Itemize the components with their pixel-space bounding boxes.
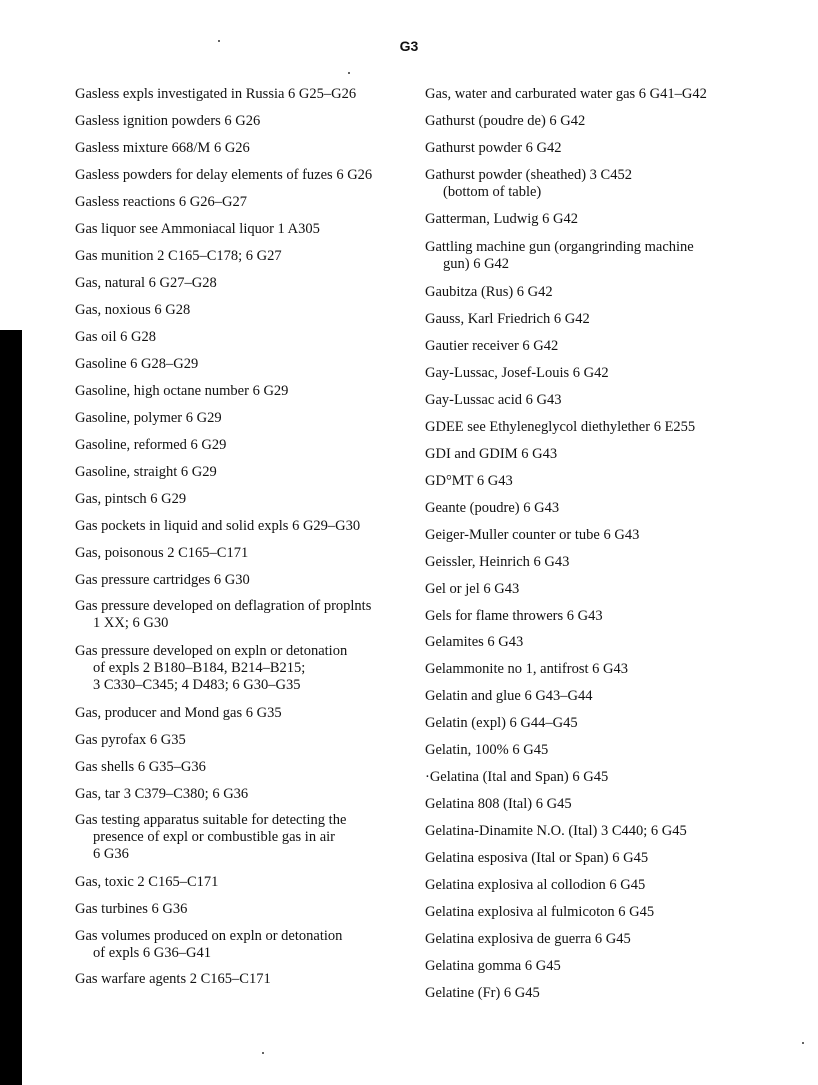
index-entry xyxy=(75,491,186,508)
index-entry xyxy=(75,383,288,400)
index-entry-line: Gas oil 6 G28 xyxy=(75,329,156,345)
index-entry xyxy=(425,958,561,975)
index-entry-line: Gasoline, reformed 6 G29 xyxy=(75,437,227,453)
index-entry xyxy=(75,437,226,454)
index-entry xyxy=(75,329,156,346)
index-entry-continuation: 6 G36 xyxy=(93,846,129,862)
index-entry-line: Gasless expls investigated in Russia 6 G25–G26 xyxy=(75,86,357,102)
index-entry xyxy=(75,221,320,238)
index-entry-line: Gelatina-Dinamite N.O. (Ital) 3 C440; 6 G45 xyxy=(425,823,687,839)
index-entry-line: Gas, water and carburated water gas 6 G41–G42 xyxy=(425,86,707,102)
index-entry-line: Gelatina 808 (Ital) 6 G45 xyxy=(425,796,572,812)
index-entry-continuation: presence of expl or combustible gas in air xyxy=(93,829,335,845)
index-entry-continuation: 1 XX; 6 G30 xyxy=(93,615,169,631)
index-entry xyxy=(425,823,687,840)
index-entry xyxy=(75,545,248,562)
index-entry xyxy=(425,527,639,544)
index-entry-line: Gas pressure developed on expln or detonation xyxy=(75,643,348,659)
index-entry-line: Gas, producer and Mond gas 6 G35 xyxy=(75,705,282,721)
index-entry-line: Gelatin (expl) 6 G44–G45 xyxy=(425,715,578,731)
index-entry-line: Gas, noxious 6 G28 xyxy=(75,302,191,318)
scan-speck xyxy=(262,1052,264,1054)
index-entry xyxy=(425,211,578,228)
index-entry xyxy=(425,608,603,625)
index-entry-line: Gels for flame throwers 6 G43 xyxy=(425,608,603,624)
index-entry-line: Gas pyrofax 6 G35 xyxy=(75,732,186,748)
index-entry xyxy=(75,275,217,292)
index-entry-line: Gattling machine gun (organgrinding machine xyxy=(425,239,694,255)
index-entry-line: Gaubitza (Rus) 6 G42 xyxy=(425,284,553,300)
index-entry-line: Gelatine (Fr) 6 G45 xyxy=(425,985,540,1001)
index-entry-line: Gathurst powder 6 G42 xyxy=(425,140,562,156)
index-entry xyxy=(75,140,250,157)
index-entry xyxy=(75,759,206,776)
index-entry-line: Geante (poudre) 6 G43 xyxy=(425,500,560,516)
index-entry-line: Gelatina explosiva al collodion 6 G45 xyxy=(425,877,646,893)
index-entry xyxy=(75,464,217,481)
index-entry xyxy=(425,392,562,409)
index-entry xyxy=(425,140,562,157)
index-entry xyxy=(425,554,569,571)
index-entry-line: Gas, toxic 2 C165–C171 xyxy=(75,874,219,890)
index-entry-line: Gelatina gomma 6 G45 xyxy=(425,958,561,974)
index-entry xyxy=(425,446,557,463)
index-entry-line: Gay-Lussac acid 6 G43 xyxy=(425,392,562,408)
index-entry-continuation: (bottom of table) xyxy=(443,184,542,200)
index-entry xyxy=(425,850,648,867)
index-entry-line: Gatterman, Ludwig 6 G42 xyxy=(425,211,579,227)
index-entry-line: Gel or jel 6 G43 xyxy=(425,581,520,597)
index-entry-continuation: of expls 2 B180–B184, B214–B215; xyxy=(93,660,306,676)
index-entry-line: Gasless mixture 668/M 6 G26 xyxy=(75,140,250,156)
index-entry-line: Gasoline 6 G28–G29 xyxy=(75,356,199,372)
index-entry xyxy=(75,874,218,891)
index-entry-line: Gelatina explosiva de guerra 6 G45 xyxy=(425,931,631,947)
index-entry-line: GD°MT 6 G43 xyxy=(425,473,513,489)
index-entry xyxy=(425,419,695,436)
index-entry-line: Gas pockets in liquid and solid expls 6 G29–G30 xyxy=(75,518,361,534)
index-entry xyxy=(75,248,282,265)
index-entry-line: Gathurst powder (sheathed) 3 C452 xyxy=(425,167,632,183)
index-entry xyxy=(75,572,250,589)
index-entry-line: Gas, pintsch 6 G29 xyxy=(75,491,187,507)
index-entry xyxy=(75,356,198,373)
index-entry-line: Geissler, Heinrich 6 G43 xyxy=(425,554,570,570)
index-entry xyxy=(425,688,593,705)
index-entry xyxy=(75,598,371,632)
index-entry-line: Gasless ignition powders 6 G26 xyxy=(75,113,261,129)
scan-speck xyxy=(802,1042,804,1044)
index-entry xyxy=(425,877,645,894)
index-entry xyxy=(425,338,558,355)
index-entry-line: Gay-Lussac, Josef-Louis 6 G42 xyxy=(425,365,609,381)
index-entry-line: Gelatina explosiva al fulmicoton 6 G45 xyxy=(425,904,655,920)
index-entry xyxy=(75,928,342,962)
index-entry xyxy=(425,661,628,678)
page-header: G3 xyxy=(399,38,419,54)
index-entry-continuation: 3 C330–C345; 4 D483; 6 G30–G35 xyxy=(93,677,301,693)
scan-edge-bar xyxy=(0,330,22,1085)
index-entry-line: Gelatin, 100% 6 G45 xyxy=(425,742,549,758)
index-entry-line: Geiger-Muller counter or tube 6 G43 xyxy=(425,527,640,543)
index-entry xyxy=(425,113,585,130)
index-entry-line: Gelatin and glue 6 G43–G44 xyxy=(425,688,593,704)
index-entry xyxy=(425,239,694,273)
index-entry xyxy=(425,715,578,732)
index-entry xyxy=(425,167,632,201)
index-entry-line: Gas warfare agents 2 C165–C171 xyxy=(75,971,271,987)
index-entry xyxy=(75,786,248,803)
index-entry xyxy=(425,86,707,103)
index-entry xyxy=(425,581,519,598)
index-entry-line: Gas, tar 3 C379–C380; 6 G36 xyxy=(75,786,249,802)
index-entry xyxy=(425,284,553,301)
index-entry xyxy=(75,86,356,103)
index-entry xyxy=(75,971,271,988)
index-entry-line: Gas, poisonous 2 C165–C171 xyxy=(75,545,249,561)
index-entry xyxy=(75,167,372,184)
index-entry xyxy=(75,113,260,130)
index-entry-line: Gas munition 2 C165–C178; 6 G27 xyxy=(75,248,282,264)
index-entry-continuation: gun) 6 G42 xyxy=(443,256,510,272)
index-entry-line: Gelatina esposiva (Ital or Span) 6 G45 xyxy=(425,850,649,866)
index-entry-line: Gasoline, high octane number 6 G29 xyxy=(75,383,289,399)
index-entry-line: Gas volumes produced on expln or detonation xyxy=(75,928,343,944)
index-entry xyxy=(425,365,609,382)
index-entry xyxy=(425,500,559,517)
index-entry-line: Gas liquor see Ammoniacal liquor 1 A305 xyxy=(75,221,320,237)
index-entry-line: GDEE see Ethyleneglycol diethylether 6 E255 xyxy=(425,419,696,435)
index-entry xyxy=(425,311,590,328)
index-entry-line: Gas pressure developed on deflagration of proplnts xyxy=(75,598,372,614)
index-entry-line: Gas turbines 6 G36 xyxy=(75,901,188,917)
index-entry xyxy=(75,901,187,918)
index-entry-line: Gasless reactions 6 G26–G27 xyxy=(75,194,247,210)
index-entry xyxy=(75,194,247,211)
index-entry-line: Gautier receiver 6 G42 xyxy=(425,338,559,354)
index-entry-line: Gas shells 6 G35–G36 xyxy=(75,759,206,775)
index-entry-continuation: of expls 6 G36–G41 xyxy=(93,945,212,961)
index-entry-line: Gasoline, straight 6 G29 xyxy=(75,464,217,480)
index-entry-line: Gelamites 6 G43 xyxy=(425,634,524,650)
index-entry xyxy=(75,410,222,427)
index-entry xyxy=(75,732,186,749)
index-entry xyxy=(75,705,282,722)
index-entry-line: Gas pressure cartridges 6 G30 xyxy=(75,572,250,588)
index-entry xyxy=(425,931,631,948)
index-entry xyxy=(75,643,347,694)
index-entry xyxy=(425,985,540,1002)
index-entry-line: Gas, natural 6 G27–G28 xyxy=(75,275,217,291)
index-entry-line: Gauss, Karl Friedrich 6 G42 xyxy=(425,311,590,327)
index-entry-line: Gasless powders for delay elements of fuzes 6 G26 xyxy=(75,167,373,183)
index-entry-line: ·Gelatina (Ital and Span) 6 G45 xyxy=(425,769,609,785)
index-entry xyxy=(425,769,608,786)
scan-speck xyxy=(348,72,350,74)
scan-speck xyxy=(218,40,220,42)
index-entry-line: Gasoline, polymer 6 G29 xyxy=(75,410,222,426)
index-entry-line: Gelammonite no 1, antifrost 6 G43 xyxy=(425,661,628,677)
index-entry-line: GDI and GDIM 6 G43 xyxy=(425,446,558,462)
index-entry-line: Gas testing apparatus suitable for detecting the xyxy=(75,812,347,828)
index-entry xyxy=(425,904,654,921)
index-entry xyxy=(75,812,346,863)
index-entry-line: Gathurst (poudre de) 6 G42 xyxy=(425,113,586,129)
index-entry xyxy=(425,742,548,759)
index-entry xyxy=(425,634,523,651)
index-entry xyxy=(425,796,572,813)
index-entry xyxy=(425,473,513,490)
index-entry xyxy=(75,518,360,535)
index-entry xyxy=(75,302,190,319)
